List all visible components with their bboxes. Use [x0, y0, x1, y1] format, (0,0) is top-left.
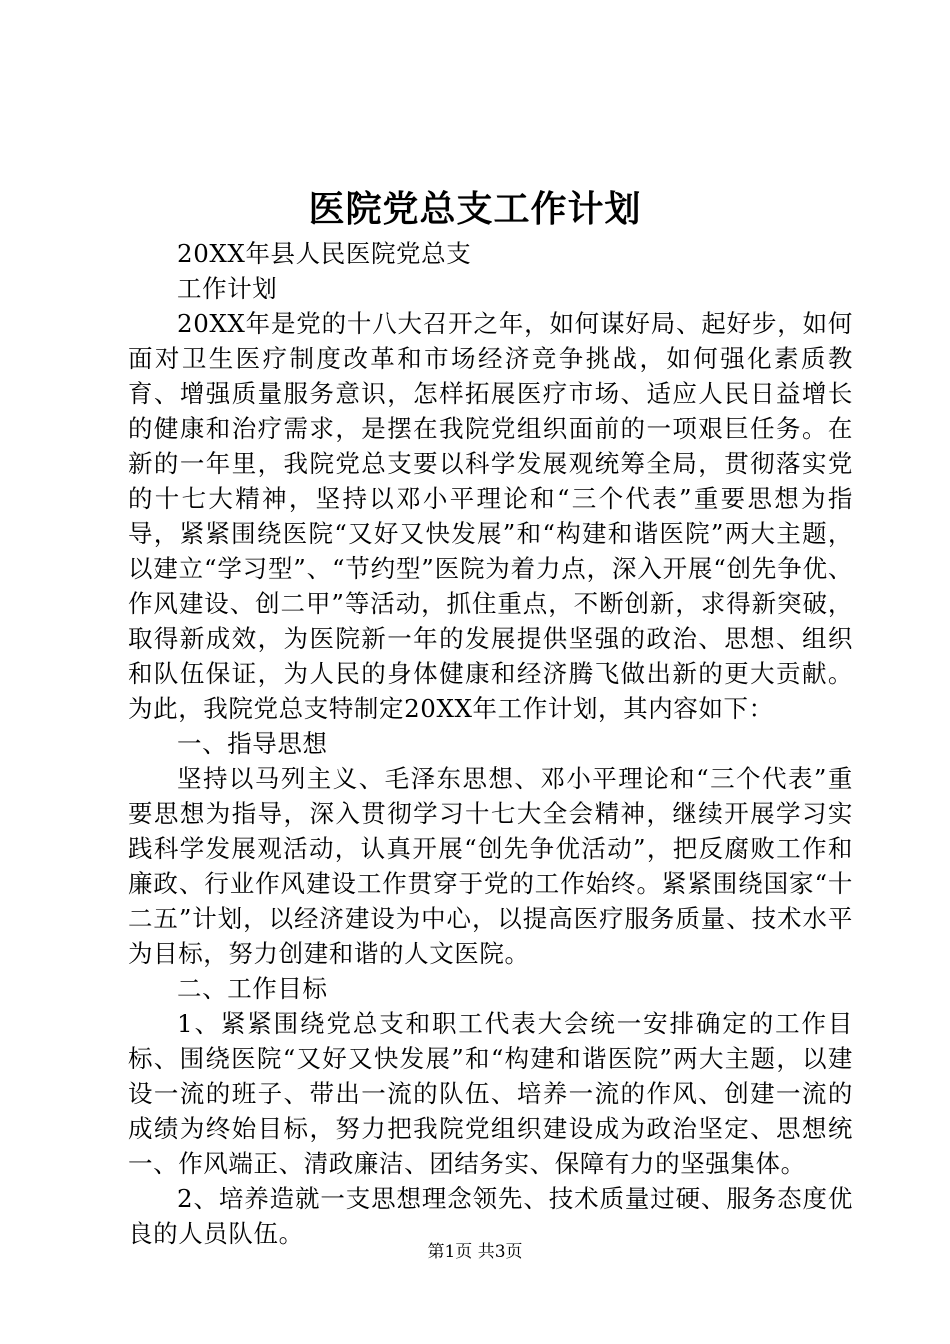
- document-body: [128, 236, 853, 1251]
- page-footer: 第1页 共3页: [427, 1242, 523, 1262]
- subtitle-line-1: 20XX年县人民医院党总支: [177, 239, 472, 268]
- guiding-thought-paragraph: 坚持以马列主义、毛泽东思想、邓小平理论和“三个代表”重要思想为指导，深入贯彻学习十七大全会精神，继续开展学习实践科学发展观活动，认真开展“创先争优活动”，把反腐败工作和廉政、行业作风建设工作贯穿于党的工作始终。紧紧围绕国家“十二五”计划，以经济建设为中心，以提高医疗服务质量、技术水平为目标，努力创建和谐的人文医院。: [128, 764, 853, 968]
- document-title: 医院党总支工作计划: [308, 188, 642, 230]
- section-heading-work-goals: 二、工作目标: [177, 974, 328, 1003]
- work-goal-item-2: 2、培养造就一支思想理念领先、技术质量过硬、服务态度优良的人员队伍。: [128, 1184, 853, 1248]
- section-heading-guiding-thought: 一、指导思想: [177, 729, 328, 758]
- subtitle-line-2: 工作计划: [177, 274, 278, 303]
- intro-paragraph: 20XX年是党的十八大召开之年，如何谋好局、起好步，如何面对卫生医疗制度改革和市场经济竞争挑战，如何强化素质教育、增强质量服务意识，怎样拓展医疗市场、适应人民日益增长的健康和治疗需求，是摆在我院党组织面前的一项艰巨任务。在新的一年里，我院党总支要以科学发展观统筹全局，贯彻落实党的十七大精神，坚持以邓小平理论和“三个代表”重要思想为指导，紧紧围绕医院“又好又快发展”和“构建和谐医院”两大主题，以建立“学习型”、“节约型”医院为着力点，深入开展“创先争优、作风建设、创二甲”等活动，抓住重点，不断创新，求得新突破，取得新成效，为医院新一年的发展提供坚强的政治、思想、组织和队伍保证，为人民的身体健康和经济腾飞做出新的更大贡献。为此，我院党总支特制定20XX年工作计划，其内容如下：: [128, 309, 853, 723]
- work-goal-item-1: 1、紧紧围绕党总支和职工代表大会统一安排确定的工作目标、围绕医院“又好又快发展”和“构建和谐医院”两大主题，以建设一流的班子、带出一流的队伍、培养一流的作风、创建一流的成绩为终始目标，努力把我院党组织建设成为政治坚定、思想统一、作风端正、清政廉洁、团结务实、保障有力的坚强集体。: [128, 1009, 853, 1178]
